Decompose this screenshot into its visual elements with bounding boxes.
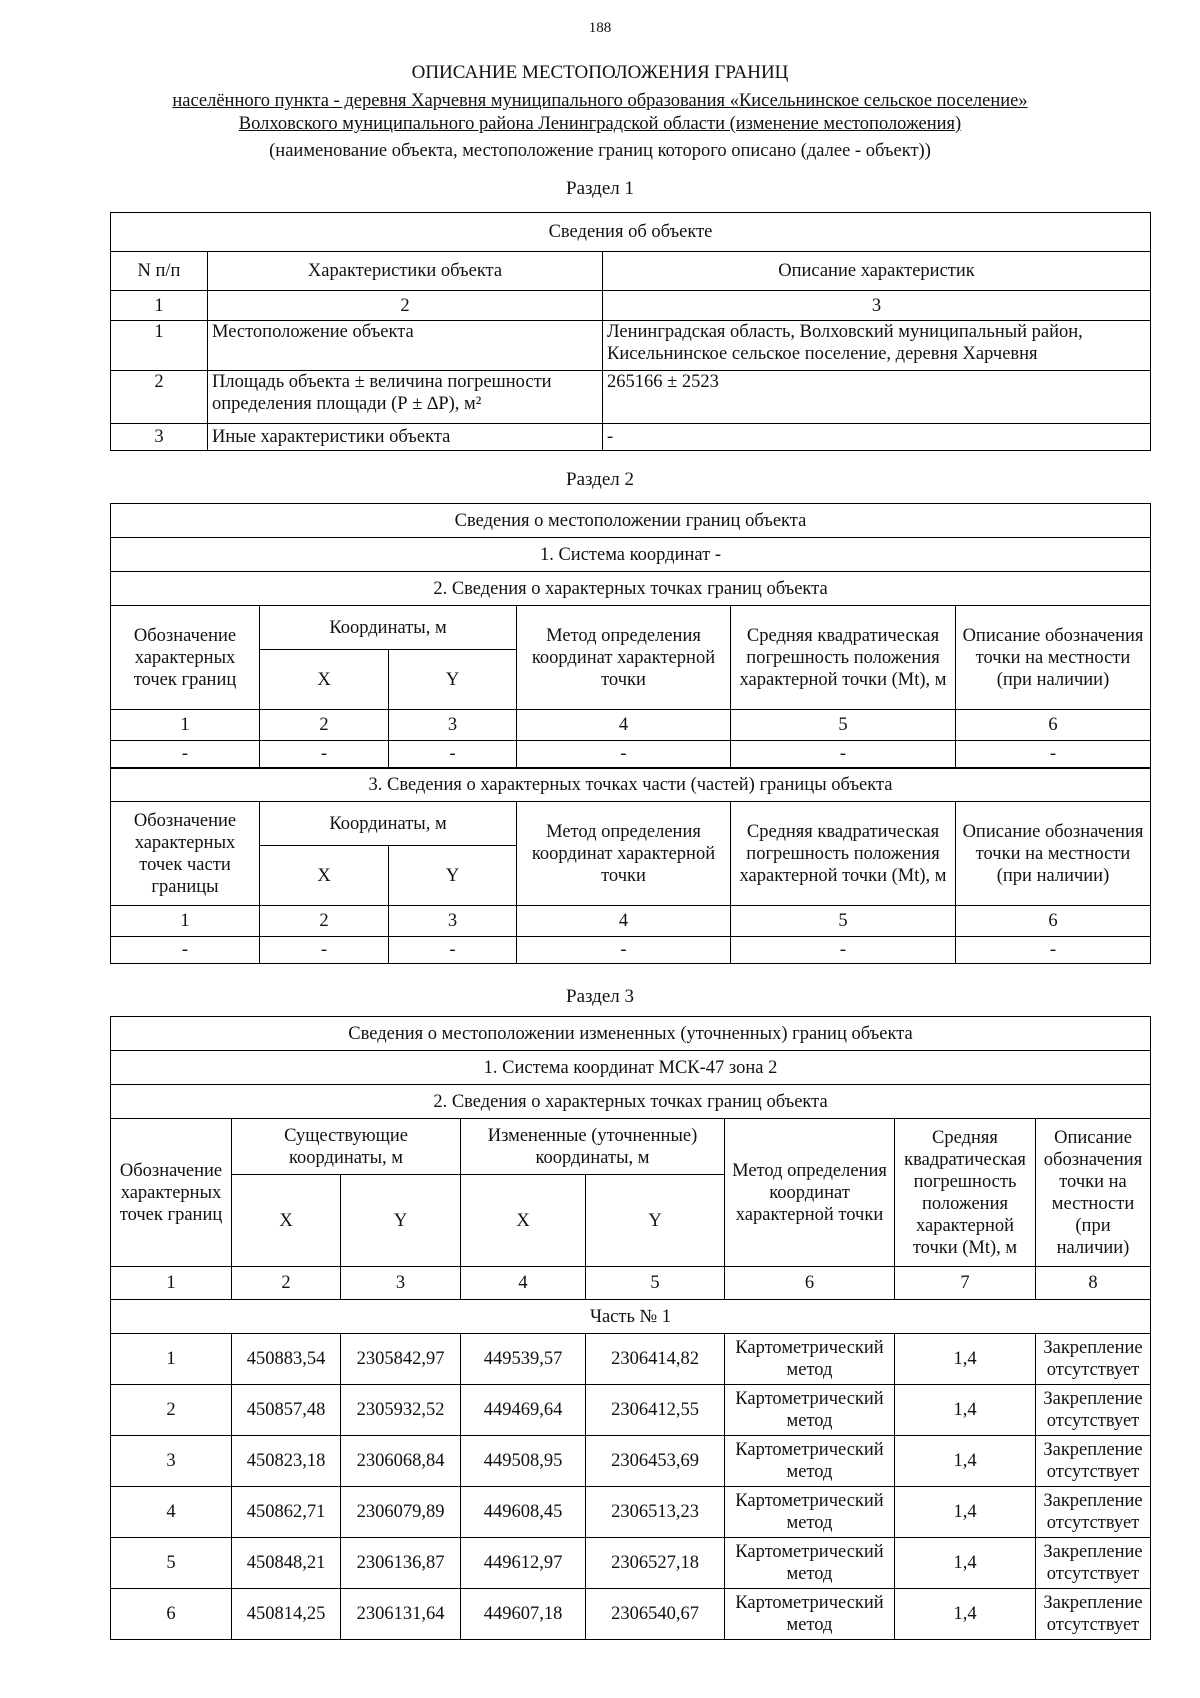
characteristic-value: 265166 ± 2523 xyxy=(603,371,1151,424)
changed-x: 449608,45 xyxy=(461,1487,586,1538)
column-number: 2 xyxy=(232,1267,341,1300)
column-header: X xyxy=(260,846,389,906)
changed-x: 449539,57 xyxy=(461,1334,586,1385)
table-title: Сведения об объекте xyxy=(111,213,1151,252)
changed-y: 2306527,18 xyxy=(586,1538,725,1589)
existing-y: 2305932,52 xyxy=(341,1385,461,1436)
column-header: Измененные (уточненные) координаты, м xyxy=(461,1119,725,1175)
section-3-table xyxy=(110,1016,1151,1640)
point-description: Закрепление отсутствует xyxy=(1036,1589,1151,1640)
column-header: X xyxy=(260,650,389,710)
column-number: 3 xyxy=(389,710,517,741)
part-title: Часть № 1 xyxy=(111,1300,1151,1334)
column-number: 6 xyxy=(725,1267,895,1300)
existing-x: 450857,48 xyxy=(232,1385,341,1436)
mean-error: 1,4 xyxy=(895,1589,1036,1640)
column-header: N п/п xyxy=(111,252,208,291)
column-header: Координаты, м xyxy=(260,606,517,650)
changed-y: 2306540,67 xyxy=(586,1589,725,1640)
existing-x: 450862,71 xyxy=(232,1487,341,1538)
column-header: Средняя квадратическая погрешность положения характерной точки (Mt), м xyxy=(895,1119,1036,1267)
column-header: Описание обозначения точки на местности (при наличии) xyxy=(1036,1119,1151,1267)
column-number: 3 xyxy=(603,291,1151,321)
section-2-table xyxy=(110,503,1151,964)
document-title: ОПИСАНИЕ МЕСТОПОЛОЖЕНИЯ ГРАНИЦ xyxy=(411,62,789,83)
empty-cell: - xyxy=(517,741,731,768)
column-header: Y xyxy=(586,1175,725,1267)
method: Картометрический метод xyxy=(725,1589,895,1640)
table-row xyxy=(111,1487,1151,1538)
table-row xyxy=(111,937,1151,964)
column-header: Y xyxy=(389,846,517,906)
existing-x: 450823,18 xyxy=(232,1436,341,1487)
mean-error: 1,4 xyxy=(895,1436,1036,1487)
section-2-label: Раздел 2 xyxy=(566,469,634,490)
mean-error: 1,4 xyxy=(895,1538,1036,1589)
point-description: Закрепление отсутствует xyxy=(1036,1334,1151,1385)
column-number: 3 xyxy=(341,1267,461,1300)
column-number: 2 xyxy=(208,291,603,321)
column-number: 2 xyxy=(260,710,389,741)
existing-x: 450814,25 xyxy=(232,1589,341,1640)
row-number: 3 xyxy=(111,424,208,451)
column-number: 1 xyxy=(111,1267,232,1300)
point-number: 1 xyxy=(111,1334,232,1385)
object-name-caption: (наименование объекта, местоположение границ которого описано (далее - объект)) xyxy=(269,141,931,161)
point-number: 4 xyxy=(111,1487,232,1538)
point-description: Закрепление отсутствует xyxy=(1036,1487,1151,1538)
column-number: 5 xyxy=(586,1267,725,1300)
method: Картометрический метод xyxy=(725,1385,895,1436)
table-row xyxy=(111,1334,1151,1385)
section-1-label: Раздел 1 xyxy=(566,178,634,199)
method: Картометрический метод xyxy=(725,1487,895,1538)
column-header: Y xyxy=(341,1175,461,1267)
existing-x: 450848,21 xyxy=(232,1538,341,1589)
empty-cell: - xyxy=(731,741,956,768)
characteristic-name: Местоположение объекта xyxy=(208,321,603,371)
empty-cell: - xyxy=(260,741,389,768)
coordinate-system: 1. Система координат МСК-47 зона 2 xyxy=(111,1051,1151,1085)
column-header: Существующие координаты, м xyxy=(232,1119,461,1175)
section-3-label: Раздел 3 xyxy=(566,986,634,1007)
point-description: Закрепление отсутствует xyxy=(1036,1436,1151,1487)
table-row xyxy=(111,741,1151,768)
column-header: Обозначение характерных точек части границы xyxy=(111,802,260,906)
column-header: Координаты, м xyxy=(260,802,517,846)
changed-y: 2306412,55 xyxy=(586,1385,725,1436)
changed-x: 449508,95 xyxy=(461,1436,586,1487)
existing-y: 2306068,84 xyxy=(341,1436,461,1487)
changed-y: 2306453,69 xyxy=(586,1436,725,1487)
column-header: Обозначение характерных точек границ xyxy=(111,606,260,710)
existing-y: 2306131,64 xyxy=(341,1589,461,1640)
characteristic-value: - xyxy=(603,424,1151,451)
method: Картометрический метод xyxy=(725,1538,895,1589)
column-number: 8 xyxy=(1036,1267,1151,1300)
changed-x: 449469,64 xyxy=(461,1385,586,1436)
existing-y: 2306079,89 xyxy=(341,1487,461,1538)
coordinate-system: 1. Система координат - xyxy=(111,538,1151,572)
characteristic-value: Ленинградская область, Волховский муниципальный район, Кисельнинское сельское поселение, деревня Харчевня xyxy=(603,321,1151,371)
characteristic-name: Площадь объекта ± величина погрешности определения площади (Р ± ∆Р), м² xyxy=(208,371,603,424)
point-number: 3 xyxy=(111,1436,232,1487)
column-header: X xyxy=(461,1175,586,1267)
column-header: Описание обозначения точки на местности (при наличии) xyxy=(956,606,1151,710)
mean-error: 1,4 xyxy=(895,1487,1036,1538)
page-number: 188 xyxy=(588,20,612,36)
column-header: X xyxy=(232,1175,341,1267)
existing-x: 450883,54 xyxy=(232,1334,341,1385)
column-number: 3 xyxy=(389,906,517,937)
table-row xyxy=(111,1538,1151,1589)
point-number: 6 xyxy=(111,1589,232,1640)
table-row xyxy=(111,1385,1151,1436)
method: Картометрический метод xyxy=(725,1334,895,1385)
column-header: Y xyxy=(389,650,517,710)
column-number: 6 xyxy=(956,710,1151,741)
empty-cell: - xyxy=(389,741,517,768)
column-number: 4 xyxy=(517,710,731,741)
subsection-title: 2. Сведения о характерных точках границ объекта xyxy=(111,1085,1151,1119)
column-header: Характеристики объекта xyxy=(208,252,603,291)
table-title: Сведения о местоположении границ объекта xyxy=(111,504,1151,538)
existing-y: 2305842,97 xyxy=(341,1334,461,1385)
table-row xyxy=(111,424,1151,451)
column-header: Описание обозначения точки на местности (при наличии) xyxy=(956,802,1151,906)
column-number: 4 xyxy=(517,906,731,937)
changed-x: 449607,18 xyxy=(461,1589,586,1640)
column-header: Метод определения координат характерной точки xyxy=(517,606,731,710)
subsection-title: 2. Сведения о характерных точках границ объекта xyxy=(111,572,1151,606)
table-title: Сведения о местоположении измененных (уточненных) границ объекта xyxy=(111,1017,1151,1051)
column-number: 7 xyxy=(895,1267,1036,1300)
column-number: 6 xyxy=(956,906,1151,937)
point-description: Закрепление отсутствует xyxy=(1036,1385,1151,1436)
column-number: 5 xyxy=(731,906,956,937)
table-row xyxy=(111,1436,1151,1487)
object-name-line-1: населённого пункта - деревня Харчевня муниципального образования «Кисельнинское сельское поселение» xyxy=(172,91,1028,111)
empty-cell: - xyxy=(517,937,731,964)
subsection-title: 3. Сведения о характерных точках части (частей) границы объекта xyxy=(111,768,1151,802)
point-number: 5 xyxy=(111,1538,232,1589)
empty-cell: - xyxy=(389,937,517,964)
column-number: 2 xyxy=(260,906,389,937)
column-number: 1 xyxy=(111,710,260,741)
column-header: Обозначение характерных точек границ xyxy=(111,1119,232,1267)
mean-error: 1,4 xyxy=(895,1385,1036,1436)
empty-cell: - xyxy=(731,937,956,964)
column-number: 1 xyxy=(111,906,260,937)
column-header: Метод определения координат характерной точки xyxy=(725,1119,895,1267)
empty-cell: - xyxy=(111,741,260,768)
row-number: 1 xyxy=(111,321,208,371)
table-row xyxy=(111,321,1151,371)
section-1-table xyxy=(110,212,1151,451)
changed-x: 449612,97 xyxy=(461,1538,586,1589)
empty-cell: - xyxy=(111,937,260,964)
column-number: 4 xyxy=(461,1267,586,1300)
object-name-line-2: Волховского муниципального района Ленинградской области (изменение местоположения) xyxy=(238,114,962,134)
table-row xyxy=(111,371,1151,424)
table-row xyxy=(111,1589,1151,1640)
empty-cell: - xyxy=(956,741,1151,768)
column-number: 1 xyxy=(111,291,208,321)
changed-y: 2306513,23 xyxy=(586,1487,725,1538)
method: Картометрический метод xyxy=(725,1436,895,1487)
row-number: 2 xyxy=(111,371,208,424)
mean-error: 1,4 xyxy=(895,1334,1036,1385)
point-number: 2 xyxy=(111,1385,232,1436)
point-description: Закрепление отсутствует xyxy=(1036,1538,1151,1589)
existing-y: 2306136,87 xyxy=(341,1538,461,1589)
column-header: Средняя квадратическая погрешность положения характерной точки (Mt), м xyxy=(731,802,956,906)
column-header: Метод определения координат характерной точки xyxy=(517,802,731,906)
empty-cell: - xyxy=(260,937,389,964)
column-header: Описание характеристик xyxy=(603,252,1151,291)
changed-y: 2306414,82 xyxy=(586,1334,725,1385)
column-number: 5 xyxy=(731,710,956,741)
characteristic-name: Иные характеристики объекта xyxy=(208,424,603,451)
column-header: Средняя квадратическая погрешность положения характерной точки (Mt), м xyxy=(731,606,956,710)
empty-cell: - xyxy=(956,937,1151,964)
